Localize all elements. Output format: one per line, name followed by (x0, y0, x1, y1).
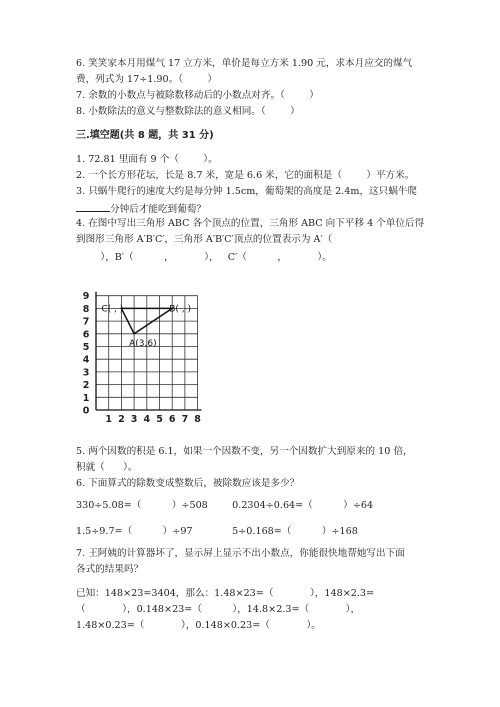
x-tick-label: 1 (105, 414, 113, 425)
line-q7: 7. 余数的小数点与被除数移动后的小数点对齐。（ ） (76, 90, 319, 101)
x-tick-label: 6 (168, 414, 176, 425)
y-tick-label: 2 (82, 380, 90, 392)
fill-q4a: 4. 在图中写出三角形 ABC 各个顶点的位置，三角形 ABC 向下平移 4 个单位后得 (76, 218, 425, 229)
line-q8: 8. 小数除法的意义与整数除法的意义相同。（ ） (76, 106, 300, 117)
answer-blank (76, 202, 110, 212)
fill-q4b: 到图形三角形 A′B′C′，三角形 A′B′C′顶点的位置表示为 A′（ (76, 234, 363, 245)
y-tick-label: 4 (82, 354, 90, 366)
after-q5a: 5. 两个因数的积是 6.1，如果一个因数不变，另一个因数扩大到原来的 10 倍， (76, 446, 413, 457)
after-q7b: 各式的结果吗？ (76, 564, 144, 575)
grid-figure (74, 276, 214, 426)
y-tick-label: 9 (82, 291, 90, 303)
x-tick-label: 8 (194, 414, 201, 425)
label-b: B( , ) (169, 304, 191, 315)
after-q7d: （ ），0.148×23=（ ），14.8×2.3=（ ）， (76, 604, 361, 615)
fill-q2: 2. 一个长方形花坛，长是 8.7 米，宽是 6.6 米，它的面积是（ ）平方米。 (76, 170, 415, 181)
x-tick-label: 3 (130, 414, 138, 425)
y-tick-label: 6 (82, 329, 90, 341)
after-q5b: 积就（ ）。 (76, 462, 138, 473)
after-q7e: 1.48×0.23=（ ），0.148×0.23=（ ）。 (76, 620, 321, 631)
fill-q3b: 分钟后才能吃到葡萄？ (110, 204, 206, 215)
line-q6b: 费，列式为 17÷1.90。（ ） (76, 74, 218, 85)
fill-q4c: ），B′（ ， ）， C′（ ， ）。 (76, 252, 332, 263)
after-calc-1: 330÷5.08=（ ）÷508 0.2304÷0.64=（ ）÷64 (76, 500, 374, 511)
y-tick-label: 0 (82, 405, 90, 417)
coordinate-grid (74, 276, 214, 426)
after-q6: 6. 下面算式的除数变成整数后，被除数应该是多少？ (76, 478, 300, 489)
y-tick-label: 5 (82, 342, 90, 353)
label-a: A(3,6) (129, 338, 157, 349)
after-calc-2: 1.5÷9.7=（ ）÷97 5÷0.168=（ ）÷168 (76, 526, 358, 537)
y-tick-label: 3 (82, 367, 90, 379)
fill-q3b-wrap (76, 202, 206, 216)
y-tick-label: 1 (82, 392, 90, 404)
x-tick-label: 7 (181, 414, 189, 425)
x-tick-label: 4 (143, 414, 151, 425)
fill-q1: 1. 72.81 里面有 9 个（ ）。 (76, 154, 218, 165)
fill-q3a: 3. 只蜗牛爬行的速度大约是每分钟 1.5cm，葡萄架的高度是 2.4m，这只蜗牛爬 (76, 186, 418, 197)
y-tick-label: 8 (82, 303, 90, 315)
label-c: C( , ) (101, 304, 124, 315)
line-q6a: 6. 笑笑家本月用煤气 17 立方米，单价是每立方米 1.90 元，求本月应交的煤气 (76, 58, 413, 69)
y-tick-label: 7 (82, 316, 90, 328)
x-tick-label: 2 (118, 414, 125, 425)
after-q7a: 7. 王阿姨的计算器坏了，显示屏上显示不出小数点，你能很快地帮她写出下面 (76, 548, 405, 559)
after-q7c: 已知：148×23=3404，那么：1.48×23=（ ），148×2.3= (76, 588, 375, 599)
section-heading: 三.填空题(共 8 题，共 31 分) (76, 130, 214, 141)
x-tick-label: 5 (156, 414, 163, 425)
